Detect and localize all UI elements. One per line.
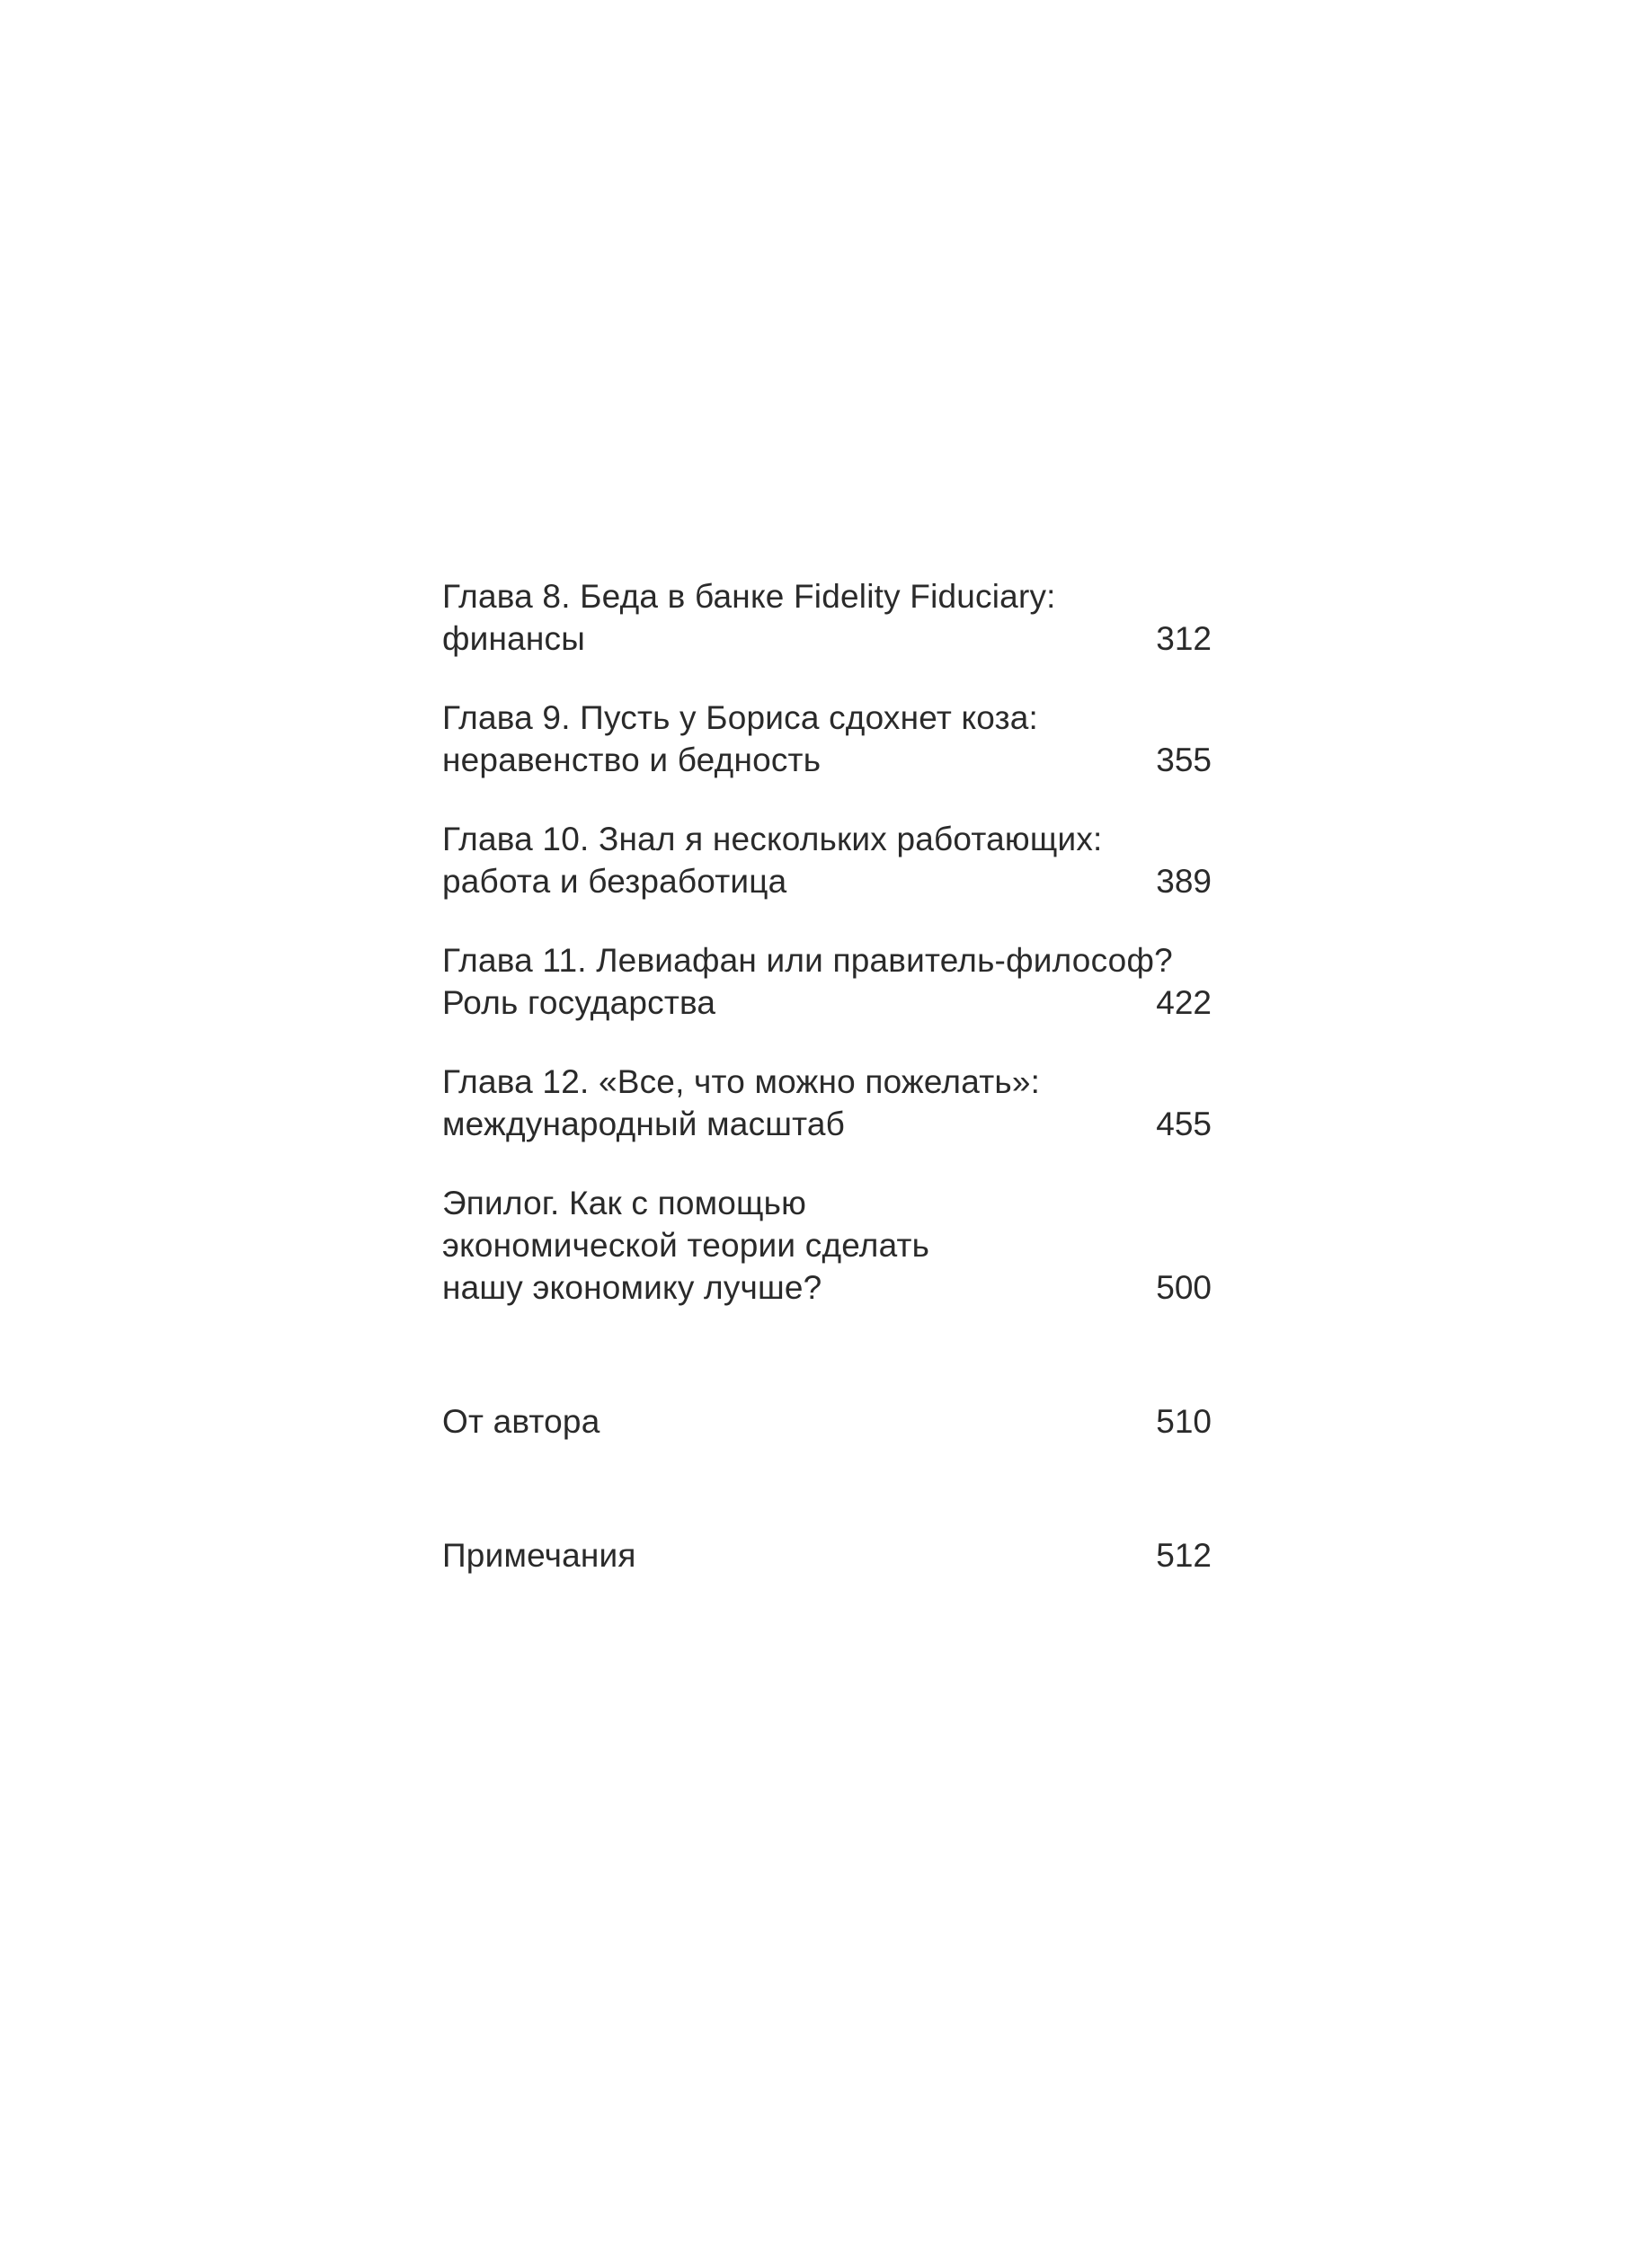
toc-entry-page-number: 512 (1156, 1537, 1212, 1574)
toc-entry-page-number: 312 (1156, 620, 1212, 657)
toc-entry-chapter-8[interactable] (442, 575, 1212, 660)
toc-entry-title (442, 939, 1212, 1024)
toc-entry-title (442, 1061, 1212, 1145)
toc-entry-title-line: Глава 9. Пусть у Бориса сдохнет коза: (442, 699, 1039, 736)
toc-entry-chapter-10[interactable] (442, 818, 1212, 902)
toc-entry-title (442, 1400, 1212, 1443)
toc-entry-title-line: Роль государства (442, 984, 716, 1021)
toc-entry-title (442, 1534, 1212, 1576)
toc-entry-title-line: нашу экономику лучше? (442, 1269, 822, 1306)
toc-entry-title-line: работа и безработица (442, 863, 787, 900)
table-of-contents (442, 575, 1212, 1613)
toc-entry-chapter-9[interactable] (442, 697, 1212, 781)
toc-entry-title-line: Глава 10. Знал я нескольких работающих: (442, 821, 1103, 857)
toc-entry-title (442, 575, 1212, 660)
toc-entry-from-author[interactable] (442, 1400, 1212, 1443)
toc-entry-title-line: Глава 8. Беда в банке Fidelity Fiduciary: (442, 578, 1056, 615)
toc-entry-title-line: неравенство и бедность (442, 742, 822, 778)
toc-entry-title-line: От автора (442, 1403, 600, 1440)
toc-entry-title-line: международный масштаб (442, 1106, 846, 1142)
toc-entry-page-number: 389 (1156, 863, 1212, 900)
toc-entry-title-line: Глава 11. Левиафан или правитель-философ? (442, 942, 1173, 979)
toc-entry-title-line: Эпилог. Как с помощью (442, 1185, 807, 1221)
toc-entry-page-number: 455 (1156, 1106, 1212, 1142)
toc-entry-chapter-12[interactable] (442, 1061, 1212, 1145)
toc-entry-page-number: 510 (1156, 1403, 1212, 1440)
toc-entry-chapter-11[interactable] (442, 939, 1212, 1024)
toc-entry-page-number: 355 (1156, 742, 1212, 778)
toc-entry-title-line: экономической теории сделать (442, 1227, 930, 1264)
toc-entry-title (442, 697, 1212, 781)
toc-entry-title (442, 818, 1212, 902)
toc-entry-epilogue[interactable] (442, 1182, 1212, 1309)
toc-entry-page-number: 422 (1156, 984, 1212, 1021)
toc-entry-title (442, 1182, 1212, 1309)
toc-entry-title-line: Глава 12. «Все, что можно пожелать»: (442, 1063, 1041, 1100)
toc-entry-title-line: Примечания (442, 1537, 636, 1574)
toc-entry-page-number: 500 (1156, 1269, 1212, 1306)
toc-entry-notes[interactable] (442, 1534, 1212, 1576)
toc-entry-title-line: финансы (442, 620, 586, 657)
